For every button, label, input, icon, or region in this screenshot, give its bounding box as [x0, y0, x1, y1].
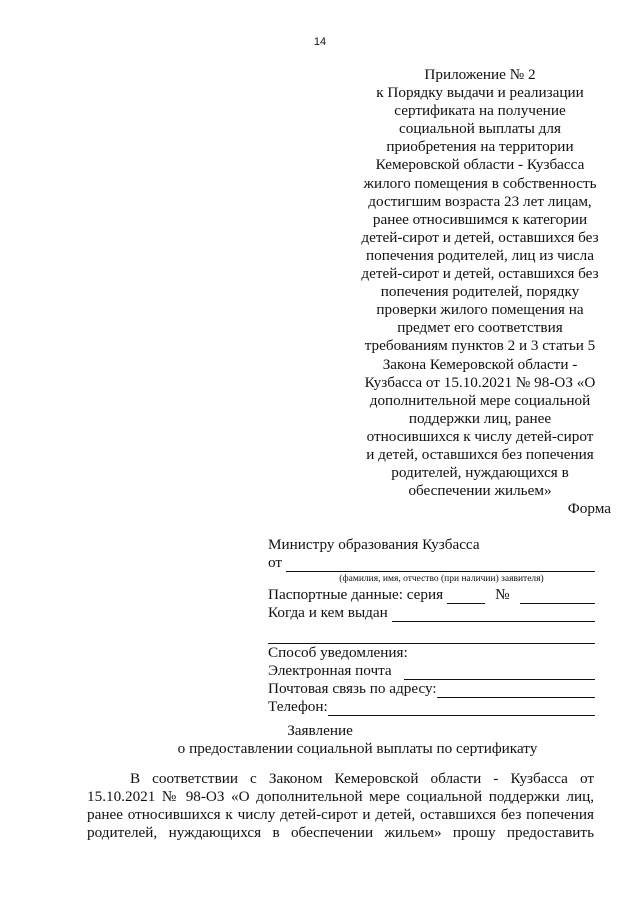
appendix-line: приобретения на территории	[386, 138, 574, 156]
from-caption: (фамилия, имя, отчество (при наличии) заявителя)	[339, 574, 544, 584]
addressee: Министру образования Кузбасса	[268, 536, 480, 553]
phone-line	[268, 698, 595, 716]
post-field[interactable]	[437, 683, 595, 698]
post-label: Почтовая связь по адресу:	[268, 680, 437, 697]
appendix-line: поддержки лиц, ранее	[408, 409, 552, 427]
phone-label: Телефон:	[268, 698, 328, 715]
appendix-line: попечения родителей, лиц из числа	[365, 246, 595, 264]
appendix-line: Кемеровской области - Кузбасса	[375, 156, 585, 174]
from-label: от	[268, 554, 283, 571]
issued-line	[268, 604, 595, 622]
appendix-line: обеспечении жильем»	[408, 482, 552, 500]
appendix-line: детей-сирот и детей, оставшихся без	[361, 265, 599, 283]
from-field[interactable]	[286, 557, 595, 572]
passport-line	[268, 586, 595, 604]
appendix-line: Закона Кемеровской области -	[382, 355, 578, 373]
issued-field-2[interactable]	[268, 629, 595, 644]
email-field[interactable]	[404, 665, 595, 680]
appendix-line: достигшим возраста 23 лет лицам,	[368, 192, 592, 210]
title-line-2: о предоставлении социальной выплаты по сертификату	[177, 740, 538, 757]
appendix-header	[355, 66, 605, 500]
notify-line	[268, 644, 595, 662]
form-label: Форма	[567, 500, 611, 517]
appendix-line: проверки жилого помещения на	[376, 301, 584, 319]
post-line	[268, 680, 595, 698]
issued-line-2	[268, 622, 595, 644]
appendix-line: к Порядку выдачи и реализации	[376, 84, 584, 102]
appendix-line: и детей, оставшихся без попечения	[366, 445, 594, 463]
issued-label: Когда и кем выдан	[268, 604, 388, 621]
appendix-line: дополнительной мере социальной	[369, 391, 591, 409]
issued-field[interactable]	[392, 607, 595, 622]
appendix-line: попечения родителей, порядку	[380, 283, 580, 301]
phone-field[interactable]	[328, 701, 595, 716]
addressee-line	[268, 536, 595, 554]
applicant-form	[268, 536, 595, 716]
email-line	[268, 662, 595, 680]
body-line: 15.10.2021 № 98-ОЗ «О дополнительной мере социальной поддержки лиц,	[87, 788, 594, 805]
appendix-line: родителей, нуждающихся в	[391, 464, 569, 482]
document-title	[0, 722, 640, 758]
title-line-1: Заявление	[287, 722, 353, 739]
passport-number-label: №	[495, 586, 510, 603]
appendix-line: требованиям пунктов 2 и 3 статьи 5	[364, 337, 596, 355]
appendix-line: Приложение № 2	[424, 66, 536, 83]
appendix-line: Кузбасса от 15.10.2021 № 98-ОЗ «О	[364, 373, 596, 391]
passport-number-field[interactable]	[520, 589, 595, 604]
appendix-line: жилого помещения в собственность	[363, 174, 597, 192]
appendix-line: предмет его соответствия	[397, 319, 563, 337]
appendix-line: сертификата на получение	[394, 102, 566, 120]
appendix-line: ранее относившимся к категории	[372, 210, 588, 228]
from-line	[268, 554, 595, 572]
body-line: ранее относившихся к числу детей-сирот и детей, оставшихся без попечения	[87, 806, 594, 823]
appendix-line: социальной выплаты для	[399, 120, 561, 138]
page-number: 14	[313, 36, 327, 48]
body-text	[87, 770, 594, 842]
body-line: В соответствии с Законом Кемеровской области - Кузбасса от	[130, 770, 594, 787]
email-label: Электронная почта	[268, 662, 392, 679]
notify-label: Способ уведомления:	[268, 644, 408, 661]
passport-series-field[interactable]	[447, 589, 485, 604]
passport-label: Паспортные данные: серия	[268, 586, 444, 603]
body-line: родителей, нуждающихся в обеспечении жильем» прошу предоставить	[87, 824, 594, 841]
appendix-line: детей-сирот и детей, оставшихся без	[361, 228, 599, 246]
appendix-line: относившихся к числу детей-сирот	[366, 427, 594, 445]
